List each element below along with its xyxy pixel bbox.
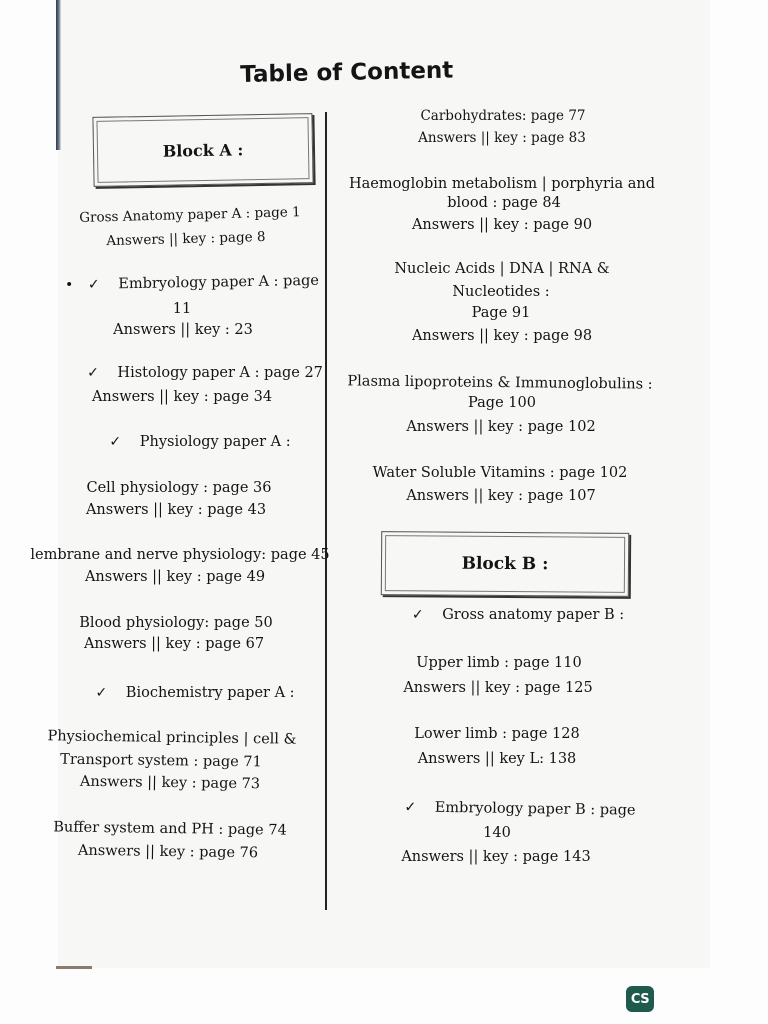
toc-entry: 140 [483,825,511,841]
toc-entry: Transport system : page 71 [60,751,262,771]
toc-entry: Cell physiology : page 36 [86,480,272,496]
toc-entry: Page 91 [471,305,531,321]
toc-entry: ✓ Histology paper A : page 27 [87,365,323,381]
binding-edge [56,0,61,150]
toc-entry: ✓ Gross anatomy paper B : [411,607,625,623]
toc-entry: Page 100 [468,395,536,411]
toc-entry: Answers || key : page 143 [401,849,591,865]
toc-entry: Answers || key : page 90 [411,217,593,233]
scan-mark [56,966,92,969]
toc-entry: ✓ Physiology paper A : [109,434,291,450]
checkmark-icon: ✓ [95,685,108,701]
toc-entry: Answers || key : page 34 [91,389,273,405]
toc-entry: Gross Anatomy paper A : page 1 [79,204,301,226]
toc-entry: Haemoglobin metabolism | porphyria and [348,176,656,192]
toc-entry: Answers || key L: 138 [417,751,577,767]
toc-entry: ✓ Embryology paper B : page [404,799,636,819]
toc-entry: Lower limb : page 128 [414,726,580,742]
block-a-box [92,113,313,187]
toc-entry: ✓ Biochemistry paper A : [95,685,295,701]
toc-entry: Nucleotides : [452,284,550,300]
toc-entry: Carbohydrates: page 77 [420,108,586,124]
bullet-icon: • [64,277,74,294]
toc-entry: Answers || key : page 49 [84,569,266,585]
toc-entry: • ✓ Embryology paper A : page [64,272,320,294]
toc-entry: blood : page 84 [447,195,561,211]
toc-entry: 11 [172,301,192,317]
toc-entry: Plasma lipoproteins & Immunoglobulins : [347,373,653,393]
toc-entry: Answers || key : page 67 [83,636,265,652]
toc-entry: Nucleic Acids | DNA | RNA & [394,261,610,277]
checkmark-icon: ✓ [404,799,417,816]
block-b-label: Block B : [461,553,549,575]
toc-entry: Answers || key : page 102 [406,419,596,435]
checkmark-icon: ✓ [87,276,100,293]
toc-entry: Answers || key : page 76 [77,842,259,862]
toc-entry: Blood physiology: page 50 [79,615,273,631]
checkmark-icon: ✓ [109,434,122,450]
column-divider [325,112,327,910]
toc-entry: Answers || key : page 73 [79,773,261,793]
checkmark-icon: ✓ [411,607,424,623]
camscanner-logo: CS [626,986,654,1012]
toc-entry: Physiochemical principles | cell & [47,728,297,748]
page-title: Table of Content [240,57,454,88]
toc-entry: Upper limb : page 110 [416,655,582,671]
toc-entry: Answers || key : page 43 [85,502,267,518]
toc-entry: Answers || key : 23 [113,322,253,338]
toc-entry: Answers || key : page 125 [403,680,593,696]
toc-entry: Answers || key : page 8 [106,228,266,250]
checkmark-icon: ✓ [87,365,99,381]
toc-entry: Water Soluble Vitamins : page 102 [372,465,628,481]
toc-entry: Buffer system and PH : page 74 [53,819,287,839]
toc-entry: lembrane and nerve physiology: page 45 [30,547,330,563]
toc-entry: Answers || key : page 98 [411,328,593,344]
block-b-box [381,531,629,597]
toc-entry: Answers || key : page 107 [406,488,596,504]
block-a-label: Block A : [162,139,244,161]
toc-entry: Answers || key : page 83 [418,130,586,146]
